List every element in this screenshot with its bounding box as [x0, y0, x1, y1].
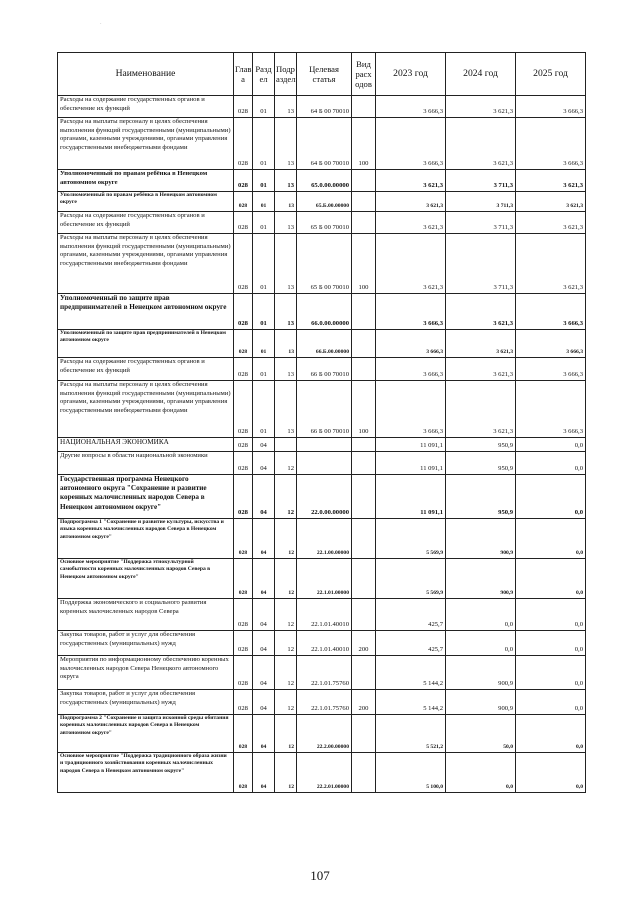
row-2025: 3 666,3 [516, 118, 586, 170]
row-glava: 028 [234, 170, 253, 192]
row-2025: 0,0 [516, 631, 586, 656]
row-2023: 3 666,3 [376, 96, 446, 118]
row-name: Подпрограмма 1 "Сохранение и развитие культуры, искусства и языка коренных малочисленных народов Севера в Ненецком автономном округе" [58, 519, 234, 559]
row-target-article [297, 438, 352, 452]
row-expense-type: 100 [352, 381, 376, 438]
row-target-article: 66 Б 00 70010 [297, 358, 352, 381]
row-2024: 950,9 [446, 452, 516, 475]
row-expense-type [352, 358, 376, 381]
row-2025: 0,0 [516, 715, 586, 753]
row-name: Уполномоченный по защите прав предпринимателей в Ненецком автономном округе [58, 294, 234, 330]
row-podrazdel: 12 [275, 519, 297, 559]
row-name: НАЦИОНАЛЬНАЯ ЭКОНОМИКА [58, 438, 234, 452]
row-2024: 900,9 [446, 559, 516, 599]
row-razdel: 01 [253, 96, 275, 118]
corner-mark: · [100, 22, 102, 27]
row-podrazdel: 12 [275, 690, 297, 715]
row-name: Уполномоченный по правам ребёнка в Ненецком автономном округе [58, 192, 234, 212]
row-name: Государственная программа Ненецкого автономного округа "Сохранение и развитие коренных малочисленных народов Севера в Ненецком автономном округе" [58, 475, 234, 519]
row-2023: 5 569,9 [376, 519, 446, 559]
row-expense-type [352, 656, 376, 690]
row-podrazdel: 13 [275, 170, 297, 192]
row-glava: 028 [234, 753, 253, 793]
row-expense-type [352, 519, 376, 559]
row-expense-type [352, 599, 376, 631]
header-glava: Глав а [234, 53, 253, 96]
row-target-article: 22.1.01.00000 [297, 559, 352, 599]
row-2025: 3 621,3 [516, 170, 586, 192]
row-name: Расходы на содержание государственных органов и обеспечение их функций [58, 358, 234, 381]
row-glava: 028 [234, 358, 253, 381]
row-2025: 3 621,3 [516, 234, 586, 294]
table-row [58, 690, 586, 715]
row-2023: 11 091,1 [376, 475, 446, 519]
row-razdel: 04 [253, 438, 275, 452]
row-2023: 3 621,3 [376, 234, 446, 294]
row-podrazdel: 13 [275, 96, 297, 118]
row-name: Уполномоченный по правам ребёнка в Ненецком автономном округе [58, 170, 234, 192]
row-razdel: 04 [253, 559, 275, 599]
row-expense-type [352, 715, 376, 753]
row-expense-type: 100 [352, 118, 376, 170]
row-2025: 3 621,3 [516, 212, 586, 234]
row-target-article: 64 Б 00 70010 [297, 118, 352, 170]
table-row [58, 753, 586, 793]
row-expense-type: 200 [352, 690, 376, 715]
row-expense-type [352, 438, 376, 452]
row-razdel: 04 [253, 452, 275, 475]
row-expense-type [352, 294, 376, 330]
row-razdel: 01 [253, 358, 275, 381]
header-razdel: Разд ел [253, 53, 275, 96]
row-razdel: 01 [253, 381, 275, 438]
row-podrazdel: 13 [275, 212, 297, 234]
row-2024: 900,9 [446, 656, 516, 690]
row-glava: 028 [234, 330, 253, 358]
header-expense-type: Вид расх одов [352, 53, 376, 96]
row-target-article: 65 Б 00 70010 [297, 234, 352, 294]
row-2024: 3 711,3 [446, 212, 516, 234]
row-2024: 3 621,3 [446, 118, 516, 170]
row-2023: 425,7 [376, 599, 446, 631]
row-2024: 0,0 [446, 631, 516, 656]
row-2023: 5 144,2 [376, 690, 446, 715]
row-podrazdel: 12 [275, 559, 297, 599]
table-row [58, 96, 586, 118]
row-glava: 028 [234, 381, 253, 438]
row-2025: 3 666,3 [516, 294, 586, 330]
row-name: Расходы на выплаты персоналу в целях обеспечения выполнения функций государственными (муниципальными) органами, казенными учреждениями, органами управления государственными внебюджетными фондами [58, 381, 234, 438]
row-target-article: 22.0.00.00000 [297, 475, 352, 519]
row-2023: 3 621,3 [376, 170, 446, 192]
row-2025: 0,0 [516, 599, 586, 631]
table-header-row [58, 53, 586, 96]
row-2025: 3 621,3 [516, 192, 586, 212]
table-row [58, 656, 586, 690]
row-expense-type: 100 [352, 234, 376, 294]
row-expense-type [352, 96, 376, 118]
row-target-article: 22.1.01.40010 [297, 599, 352, 631]
row-glava: 028 [234, 559, 253, 599]
row-razdel: 04 [253, 599, 275, 631]
row-2025: 0,0 [516, 475, 586, 519]
row-expense-type [352, 170, 376, 192]
row-razdel: 01 [253, 294, 275, 330]
row-podrazdel: 13 [275, 234, 297, 294]
table-row [58, 294, 586, 330]
row-glava: 028 [234, 475, 253, 519]
row-target-article: 66 Б 00 70010 [297, 381, 352, 438]
header-name: Наименование [58, 53, 234, 96]
row-2023: 3 666,3 [376, 381, 446, 438]
row-podrazdel: 13 [275, 118, 297, 170]
row-podrazdel: 13 [275, 294, 297, 330]
row-name: Уполномоченный по защите прав предпринимателей в Ненецком автономном округе [58, 330, 234, 358]
row-2023: 5 100,0 [376, 753, 446, 793]
row-podrazdel [275, 438, 297, 452]
row-razdel: 04 [253, 631, 275, 656]
row-target-article: 66.Б.00.00000 [297, 330, 352, 358]
row-glava: 028 [234, 192, 253, 212]
row-expense-type [352, 212, 376, 234]
row-glava: 028 [234, 96, 253, 118]
page-number: 107 [310, 868, 330, 883]
row-razdel: 01 [253, 212, 275, 234]
row-razdel: 01 [253, 118, 275, 170]
row-razdel: 04 [253, 690, 275, 715]
table-row [58, 559, 586, 599]
row-target-article: 22.1.00.00000 [297, 519, 352, 559]
row-2025: 0,0 [516, 656, 586, 690]
row-expense-type [352, 753, 376, 793]
row-glava: 028 [234, 294, 253, 330]
row-target-article: 65.Б.00.00000 [297, 192, 352, 212]
row-target-article: 64 Б 00 70010 [297, 96, 352, 118]
row-razdel: 04 [253, 715, 275, 753]
table-row [58, 519, 586, 559]
row-podrazdel: 12 [275, 631, 297, 656]
row-glava: 028 [234, 212, 253, 234]
row-2023: 3 666,3 [376, 358, 446, 381]
row-2025: 0,0 [516, 690, 586, 715]
row-target-article: 22.2.01.00000 [297, 753, 352, 793]
table-row [58, 234, 586, 294]
row-2024: 3 621,3 [446, 381, 516, 438]
row-razdel: 04 [253, 753, 275, 793]
row-2024: 950,9 [446, 438, 516, 452]
row-name: Расходы на содержание государственных органов и обеспечение их функций [58, 212, 234, 234]
row-2024: 0,0 [446, 753, 516, 793]
row-2023: 5 569,9 [376, 559, 446, 599]
table-row [58, 475, 586, 519]
row-2024: 0,0 [446, 599, 516, 631]
header-2024: 2024 год [446, 53, 516, 96]
row-target-article: 66.0.00.00000 [297, 294, 352, 330]
row-glava: 028 [234, 234, 253, 294]
row-glava: 028 [234, 631, 253, 656]
row-2025: 3 666,3 [516, 381, 586, 438]
row-2024: 3 621,3 [446, 96, 516, 118]
row-expense-type [352, 452, 376, 475]
row-podrazdel: 13 [275, 192, 297, 212]
row-2025: 0,0 [516, 519, 586, 559]
row-name: Расходы на выплаты персоналу в целях обеспечения выполнения функций государственными (муниципальными) органами, казенными учреждениями, органами управления государственными внебюджетными фондами [58, 118, 234, 170]
table-row [58, 192, 586, 212]
row-2024: 950,9 [446, 475, 516, 519]
table-row [58, 330, 586, 358]
row-podrazdel: 13 [275, 330, 297, 358]
row-2024: 3 621,3 [446, 358, 516, 381]
table-row [58, 452, 586, 475]
row-target-article: 22.1.01.40010 [297, 631, 352, 656]
row-name: Подпрограмма 2 "Сохранение и защита исконной среды обитания коренных малочисленных народов Севера в Ненецком автономном округе" [58, 715, 234, 753]
header-2025: 2025 год [516, 53, 586, 96]
row-2024: 50,0 [446, 715, 516, 753]
row-2023: 425,7 [376, 631, 446, 656]
row-2023: 3 621,3 [376, 212, 446, 234]
row-expense-type [352, 330, 376, 358]
row-2023: 3 621,3 [376, 192, 446, 212]
row-razdel: 01 [253, 234, 275, 294]
row-name: Закупка товаров, работ и услуг для обеспечения государственных (муниципальных) нужд [58, 690, 234, 715]
row-razdel: 01 [253, 192, 275, 212]
row-podrazdel: 12 [275, 452, 297, 475]
row-glava: 028 [234, 452, 253, 475]
row-2024: 3 621,3 [446, 294, 516, 330]
row-podrazdel: 12 [275, 715, 297, 753]
row-2023: 5 521,2 [376, 715, 446, 753]
row-2023: 3 666,3 [376, 330, 446, 358]
table-row [58, 170, 586, 192]
row-name: Основное мероприятие "Поддержка этнокультурной самобытности коренных малочисленных народов Севера в Ненецком автономном округе" [58, 559, 234, 599]
row-2023: 5 144,2 [376, 656, 446, 690]
row-name: Поддержка экономического и социального развития коренных малочисленных народов Севера [58, 599, 234, 631]
row-2024: 3 711,3 [446, 192, 516, 212]
row-2023: 3 666,3 [376, 294, 446, 330]
row-glava: 028 [234, 599, 253, 631]
row-2025: 0,0 [516, 559, 586, 599]
row-2024: 3 711,3 [446, 170, 516, 192]
table-row [58, 212, 586, 234]
row-glava: 028 [234, 656, 253, 690]
row-2023: 11 091,1 [376, 452, 446, 475]
row-expense-type [352, 475, 376, 519]
header-podrazdel: Подр аздел [275, 53, 297, 96]
row-razdel: 01 [253, 330, 275, 358]
row-podrazdel: 12 [275, 753, 297, 793]
row-glava: 028 [234, 118, 253, 170]
row-target-article: 22.1.01.75760 [297, 690, 352, 715]
table-row [58, 118, 586, 170]
header-2023: 2023 год [376, 53, 446, 96]
row-glava: 028 [234, 438, 253, 452]
row-target-article: 65.0.00.00000 [297, 170, 352, 192]
row-2025: 3 666,3 [516, 330, 586, 358]
row-expense-type [352, 559, 376, 599]
table-row [58, 438, 586, 452]
row-podrazdel: 12 [275, 656, 297, 690]
row-expense-type: 200 [352, 631, 376, 656]
row-target-article: 65 Б 00 70010 [297, 212, 352, 234]
table-row [58, 381, 586, 438]
table-row [58, 631, 586, 656]
row-name: Мероприятия по информационному обеспечению коренных малочисленных народов Севера Ненецкого автономного округа [58, 656, 234, 690]
row-target-article: 22.2.00.00000 [297, 715, 352, 753]
table-row [58, 358, 586, 381]
table-row [58, 599, 586, 631]
row-name: Расходы на выплаты персоналу в целях обеспечения выполнения функций государственными (муниципальными) органами, казенными учреждениями, органами управления государственными внебюджетными фондами [58, 234, 234, 294]
row-2024: 900,9 [446, 690, 516, 715]
row-2025: 0,0 [516, 753, 586, 793]
row-2023: 3 666,3 [376, 118, 446, 170]
row-name: Основное мероприятие "Поддержка традиционного образа жизни и традиционного хозяйствования коренных малочисленных народов Севера в Ненецком автономном округе" [58, 753, 234, 793]
row-razdel: 04 [253, 519, 275, 559]
row-razdel: 04 [253, 656, 275, 690]
row-glava: 028 [234, 519, 253, 559]
table-row [58, 715, 586, 753]
row-2025: 3 666,3 [516, 358, 586, 381]
budget-table [57, 52, 586, 793]
row-razdel: 04 [253, 475, 275, 519]
row-2024: 900,9 [446, 519, 516, 559]
row-name: Расходы на содержание государственных органов и обеспечение их функций [58, 96, 234, 118]
row-name: Закупка товаров, работ и услуг для обеспечения государственных (муниципальных) нужд [58, 631, 234, 656]
row-razdel: 01 [253, 170, 275, 192]
row-target-article [297, 452, 352, 475]
row-2025: 3 666,3 [516, 96, 586, 118]
row-podrazdel: 12 [275, 599, 297, 631]
row-2025: 0,0 [516, 438, 586, 452]
row-2023: 11 091,1 [376, 438, 446, 452]
row-2025: 0,0 [516, 452, 586, 475]
row-target-article: 22.1.01.75760 [297, 656, 352, 690]
row-2024: 3 711,3 [446, 234, 516, 294]
row-podrazdel: 13 [275, 381, 297, 438]
row-podrazdel: 13 [275, 358, 297, 381]
row-expense-type [352, 192, 376, 212]
row-glava: 028 [234, 690, 253, 715]
row-podrazdel: 12 [275, 475, 297, 519]
header-target-article: Целевая статья [297, 53, 352, 96]
row-glava: 028 [234, 715, 253, 753]
row-name: Другие вопросы в области национальной экономики [58, 452, 234, 475]
row-2024: 3 621,3 [446, 330, 516, 358]
